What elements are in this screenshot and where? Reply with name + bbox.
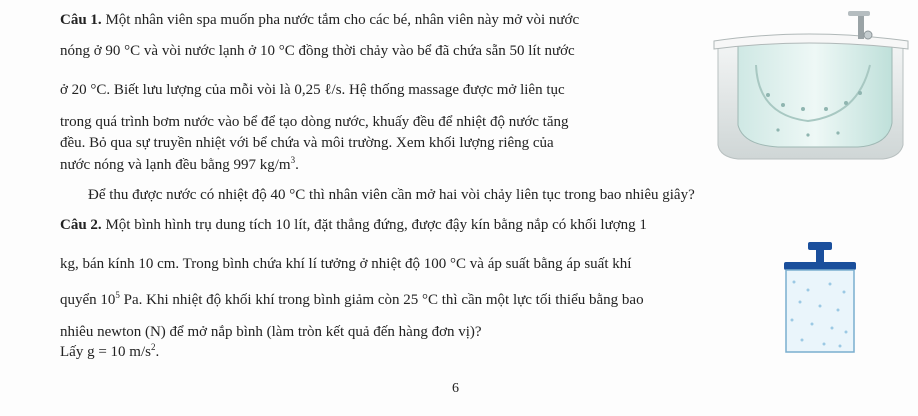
gas-cylinder-image (780, 240, 860, 355)
q1-line-5: đều. Bỏ qua sự truyền nhiệt với bể chứa và môi trường. Xem khối lượng riêng của (60, 135, 554, 151)
q2-line-5: Lấy g = 10 $m/s^2$. (60, 342, 160, 360)
q1-line-6: nước nóng và lạnh đều bằng 997 $kg/m^3$. (60, 155, 299, 173)
q2-label: Câu 2. (60, 217, 102, 233)
q1-line-4: trong quá trình bơm nước vào bể để tạo dòng nước, khuấy đều để nhiệt độ nước tăng (60, 114, 569, 130)
q2-line-2: kg, bán kính 10 cm. Trong bình chứa khí lí tưởng ở nhiệt độ 100 °C và áp suất bằng áp suất khí (60, 256, 632, 272)
q1-line-2: nóng ở 90 °C và vòi nước lạnh ở 10 °C đồng thời chảy vào bể đã chứa sẵn 50 lít nước (60, 43, 575, 59)
q2-line-1: Câu 2. Một bình hình trụ dung tích 10 lít, đặt thẳng đứng, được đậy kín bằng nắp có khối lượng 1 (60, 217, 647, 233)
q2-line-4: nhiêu newton (N) để mở nắp bình (làm tròn kết quả đến hàng đơn vị)? (60, 324, 482, 340)
page-number: 6 (452, 381, 459, 396)
q1-line-1: Câu 1. Một nhân viên spa muốn pha nước tắm cho các bé, nhân viên này mở vòi nước (60, 12, 580, 28)
q2-line-3: quyển $10^5$ Pa. Khi nhiệt độ khối khí trong bình giảm còn 25 °C thì cần một lực tối thiểu bằng bao (60, 290, 644, 308)
q1-label: Câu 1. (60, 12, 102, 28)
baby-bath-tub-image (708, 5, 913, 163)
q1-question-line: Để thu được nước có nhiệt độ 40 °C thì nhân viên cần mở hai vòi chảy liên tục trong bao nhiêu giây? (88, 187, 695, 203)
q1-line-3: ở 20 °C. Biết lưu lượng của mỗi vòi là 0,25 ℓ/s. Hệ thống massage được mở liên tục (60, 82, 565, 98)
